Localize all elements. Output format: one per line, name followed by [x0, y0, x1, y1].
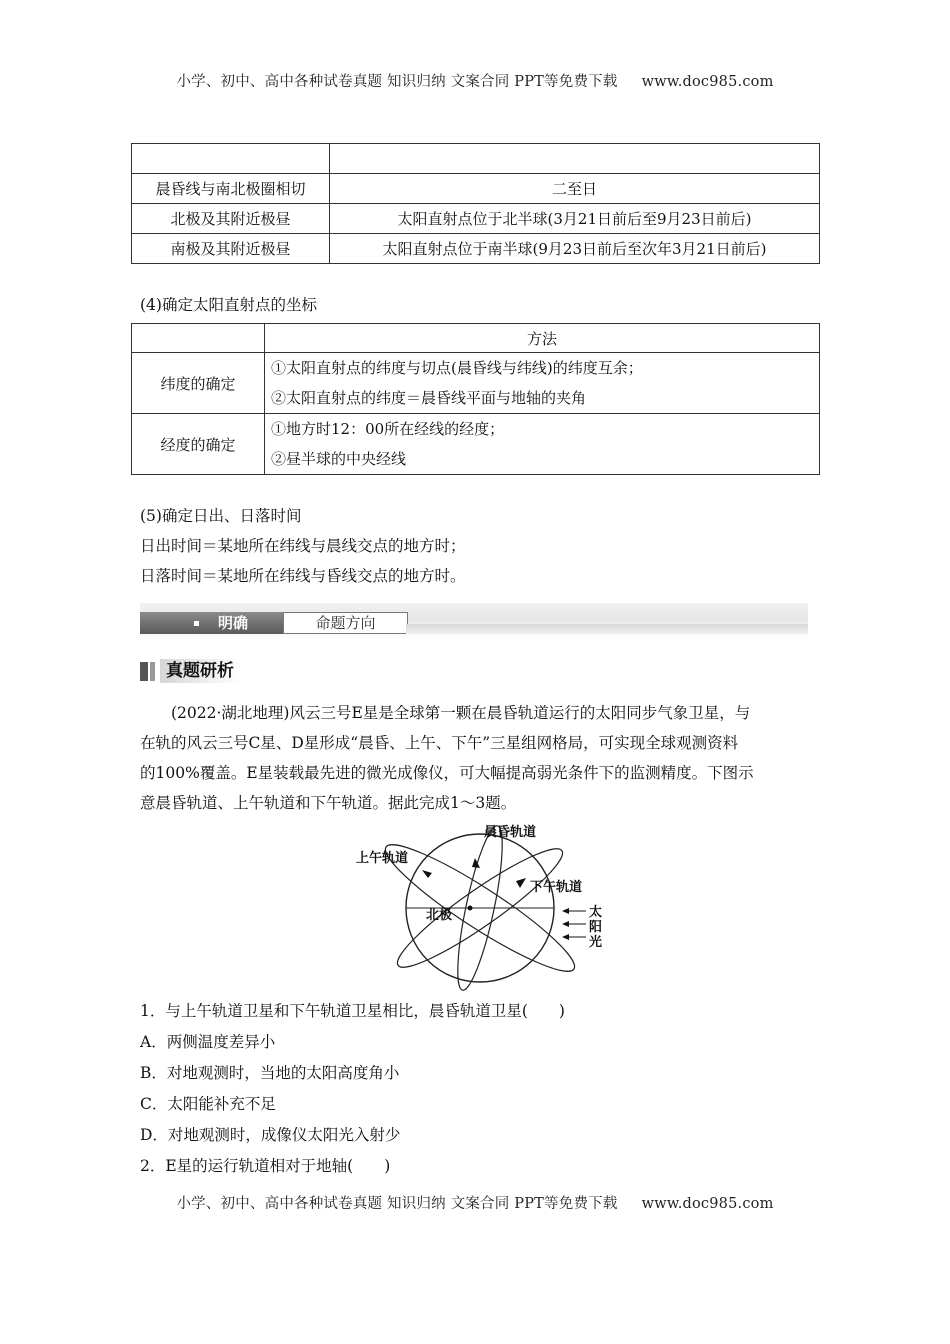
intro-line: 意晨昏轨道、上午轨道和下午轨道。据此完成1～3题。 [140, 794, 517, 812]
sunrise-rule: 日出时间＝某地所在纬线与晨线交点的地方时； [140, 537, 466, 555]
arrow-icon [562, 934, 569, 940]
method-line: ②昼半球的中央经线 [271, 450, 407, 468]
table-cell: 晨昏线与南北极圈相切 [132, 174, 330, 204]
table-row [132, 174, 820, 204]
table-cell [265, 414, 820, 475]
table-cell [132, 144, 330, 174]
intro-line: (2022·湖北地理)风云三号E星是全球第一颗在晨昏轨道运行的太阳同步气象卫星，与 [171, 704, 751, 722]
intro-line: 在轨的风云三号C星、D星形成“晨昏、上午、下午”三星组网格局，可实现全球观测资料 [140, 734, 739, 752]
table-row [132, 234, 820, 264]
option-b: B．对地观测时，当地的太阳高度角小 [140, 1064, 400, 1082]
section5-title: (5)确定日出、日落时间 [140, 507, 302, 525]
table-cell: 南极及其附近极昼 [132, 234, 330, 264]
table-row [132, 204, 820, 234]
arrow-icon [562, 921, 569, 927]
north-pole-label: 北极 [426, 908, 453, 923]
banner-strip [406, 624, 808, 634]
section4-title: (4)确定太阳直射点的坐标 [140, 296, 317, 314]
orbit-diagram [340, 818, 620, 998]
intro-paragraph [140, 698, 810, 818]
arrow-icon [516, 878, 526, 888]
method-line: ①太阳直射点的纬度与切点(晨昏线与纬线)的纬度互余； [271, 359, 643, 377]
table-cell: 经度的确定 [132, 414, 265, 475]
banner-light-label: 命题方向 [283, 612, 408, 634]
pole-dot [468, 906, 473, 911]
subsolar-point-table [131, 323, 820, 475]
intro-line: 的100%覆盖。E星装载最先进的微光成像仪，可大幅提高弱光条件下的监测精度。下图示 [140, 764, 754, 782]
morning-orbit-label: 上午轨道 [356, 851, 409, 866]
afternoon-orbit-label: 下午轨道 [530, 880, 583, 895]
arrow-icon [562, 908, 569, 914]
table-cell [330, 144, 820, 174]
subheading-text: 真题研析 [160, 659, 240, 683]
header-site[interactable]: www.doc985.com [641, 74, 774, 90]
table-cell [265, 353, 820, 414]
sunlight-label: 阳 [589, 920, 603, 935]
sunlight-label: 太 [589, 905, 603, 920]
orbit-diagram-svg [340, 818, 620, 998]
table-row [132, 353, 820, 414]
footer-text: 小学、初中、高中各种试卷真题 知识归纳 文案合同 PPT等免费下载 [176, 1196, 618, 1212]
method-line: ②太阳直射点的纬度＝晨昏线平面与地轴的夹角 [271, 389, 587, 407]
table-cell: 二至日 [330, 174, 820, 204]
header-text: 小学、初中、高中各种试卷真题 知识归纳 文案合同 PPT等免费下载 [176, 74, 618, 90]
subheading-bar-icon [150, 662, 155, 681]
table-cell: 太阳直射点位于北半球(3月21日前后至9月23日前后) [330, 204, 820, 234]
footer-site[interactable]: www.doc985.com [641, 1196, 774, 1212]
option-a: A．两侧温度差异小 [140, 1033, 276, 1051]
table-header-row [132, 324, 820, 353]
option-c: C．太阳能补充不足 [140, 1095, 276, 1113]
table-row [132, 414, 820, 475]
table-header-cell: 方法 [265, 324, 820, 353]
option-d: D．对地观测时，成像仪太阳光入射少 [140, 1126, 401, 1144]
dawn-dusk-orbit-label: 晨昏轨道 [484, 825, 537, 840]
subheading-bar-icon [140, 662, 148, 681]
table-cell: 北极及其附近极昼 [132, 204, 330, 234]
question-2: 2．E星的运行轨道相对于地轴( ) [140, 1157, 391, 1175]
table-row [132, 144, 820, 174]
arrow-icon [422, 870, 432, 878]
sunset-rule: 日落时间＝某地所在纬线与昏线交点的地方时。 [140, 567, 466, 585]
table-cell: 纬度的确定 [132, 353, 265, 414]
banner-dark-tab [140, 612, 283, 634]
method-line: ①地方时12：00所在经线的经度； [271, 420, 505, 438]
section-banner [140, 603, 808, 639]
square-bullet-icon [194, 621, 199, 626]
table-cell: 太阳直射点位于南半球(9月23日前后至次年3月21日前后) [330, 234, 820, 264]
banner-dark-label: 明确 [218, 614, 249, 632]
sunlight-label: 光 [589, 935, 603, 950]
page-header [0, 70, 950, 91]
question-1: 1．与上午轨道卫星和下午轨道卫星相比，晨昏轨道卫星( ) [140, 1002, 565, 1020]
page-footer [0, 1192, 950, 1213]
table-header-cell [132, 324, 265, 353]
condition-table [131, 143, 820, 264]
